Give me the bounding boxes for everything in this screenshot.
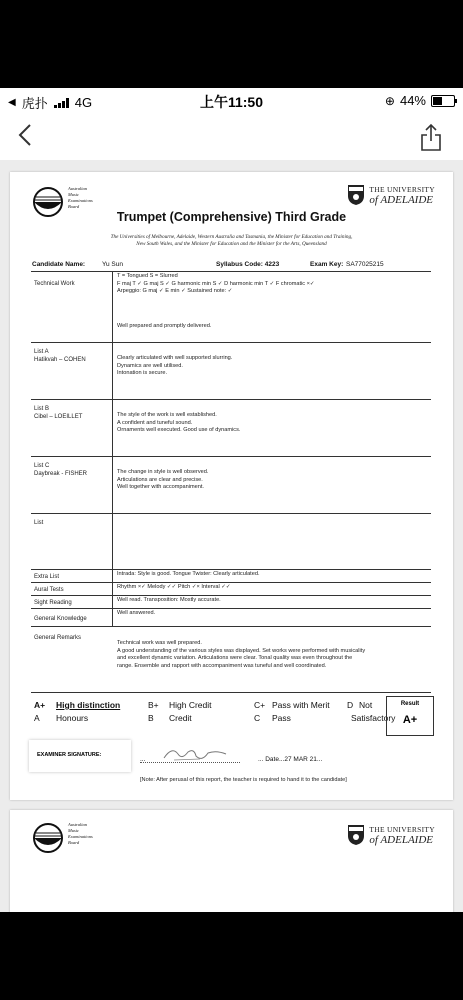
university-name-line2: of ADELAIDE	[369, 194, 433, 206]
grade-b-plus: High Credit	[169, 700, 212, 710]
document-viewer[interactable]	[0, 160, 463, 912]
grade-d: Not	[359, 700, 373, 710]
battery-icon	[431, 95, 455, 107]
table-rule	[31, 595, 431, 596]
syllabus-code: Syllabus Code: 4223	[216, 261, 280, 268]
technical-work-label: Technical Work	[34, 281, 75, 287]
candidate-name: Yu Sun	[102, 261, 123, 268]
back-to-app-icon[interactable]: ◀	[8, 97, 16, 108]
table-rule	[31, 513, 431, 514]
ameb-logo: Australian Music Examinations Board	[32, 822, 64, 854]
signature-scrawl-icon	[160, 744, 230, 766]
result-label: Result	[400, 701, 420, 707]
list-c-comment: The change in style is well observed. Articulations are clear and precise. Well together with accompaniment.	[117, 469, 209, 491]
general-knowledge-label: General Knowledge	[34, 616, 87, 622]
grade-a: Honours	[56, 713, 89, 723]
grade-c-plus: Pass with Merit	[272, 700, 330, 710]
extra-list-comment: Intrada: Style is good. Tongue Twister: Clearly articulated.	[117, 571, 260, 577]
candidate-name-label: Candidate Name:	[32, 261, 86, 268]
list-b-comment: The style of the work is well established. A confident and tuneful sound. Ornaments well executed. Good use of dynamics.	[117, 412, 241, 434]
network-label: 4G	[74, 95, 93, 110]
university-name-line1: THE UNIVERSITY	[369, 185, 435, 194]
result-box	[386, 696, 434, 736]
ameb-line: Australian	[68, 186, 88, 191]
table-rule	[31, 582, 431, 583]
general-remarks-comment: Technical work was well prepared. A good understanding of the various styles was displayed. Set works were performed with musicality and excellent dynamic variation. Articulations were clear. Tonal quality was even throughout the range. Ensemble and rapport with accompaniment was tuneful and well coordinated.	[117, 640, 366, 669]
sight-reading-comment: Well read. Transposition: Mostly accurate.	[117, 597, 221, 603]
table-rule	[31, 692, 431, 693]
share-icon	[419, 122, 443, 152]
ameb-emblem-icon	[32, 822, 64, 854]
examiner-signature-label: EXAMINER SIGNATURE:	[29, 740, 131, 772]
ameb-line: Board	[68, 204, 80, 209]
grade-c: Pass	[272, 713, 291, 723]
technical-work-comment: Well prepared and promptly delivered.	[117, 323, 212, 329]
result-value: A+	[402, 714, 418, 726]
table-rule	[31, 608, 431, 609]
university-logo: THE UNIVERSITY of ADELAIDE	[347, 824, 435, 846]
technical-work-notes: T = Tongued S = Slurred F maj T ✓ G maj S ✓ G harmonic min S ✓ D harmonic min T ✓ F chromatic ×✓ Arpeggio: G maj ✓ E min ✓ Sustained note: ✓	[117, 273, 315, 295]
table-rule	[31, 342, 431, 343]
grade-a-plus: High distinction	[56, 700, 121, 710]
list-a-comment: Clearly articulated with well supported slurring. Dynamics are well utilised. Intonation is secure.	[117, 355, 233, 377]
aural-tests-comment: Rhythm ×✓ Melody ✓✓ Pitch ✓× Interval ✓✓	[117, 584, 231, 590]
list-c-label: List C Daybreak - FISHER	[34, 463, 88, 477]
aural-tests-label: Aural Tests	[34, 587, 64, 593]
carrier-label: 虎扑	[21, 96, 48, 111]
exam-date: ... Date...27 MAR 21...	[258, 756, 323, 763]
university-crest-icon	[347, 184, 365, 206]
general-remarks-label: General Remarks	[34, 635, 82, 641]
table-rule	[31, 456, 431, 457]
bottom-letterbox	[0, 912, 463, 1000]
document-page: Australian Music Examinations Board THE UNIVERSITY of ADELAIDE Trumpet (Comprehensive) Third Grade The Universities of Melbourne, Adelaide, Western Australia and Tasmania, the Minister for Education and Training, New South Wales, and the Minister for Education and the Minister for the Arts, Queensland Candidate Name: Yu Sun Syllabus Code: 4223 Exam Key: SA77025215 Technical Work T = Tongued S = Slurred F maj T ✓ G maj S ✓ G harmonic min S ✓ D harmonic min T ✓ F chromatic ×✓ Arpeggio: G maj ✓ E min ✓ Sustained note: ✓ Well prepared and promptly delivered. List A Hatikvah – COHEN Clearly articulated with well supported slurring. Dynamics are well utilised. Intonation is secure. List B Cibel – LOEILLET The style of the work is well established. A confident and tuneful sound. Ornaments well executed. Good use of dynamics. List C Daybreak - FISHER The change in style is well observed. Articulations are clear and precise. Well together with accompaniment. List Extra List Intrada: Style is good. Tongue Twister: Clearly articulated. Aural Tests Rhythm ×✓ Melody ✓✓ Pitch ✓× Interval ✓✓ Sight Reading Well read. Transposition: Mostly accurate. General Knowledge Well answered. General Remarks Technical work was well prepared. A good understanding of the various styles was displayed. Set works were performed with musicality and excellent dynamic variation. Articulations were clear. Tonal quality was even throughout the range. Ensemble and rapport with accompaniment was tuneful and well coordinated. A+ High distinction B+ High Credit C+ Pass with Merit D Not A Honours B Credit C Pass Satisfactory Result A+ EXAMINER SIGNATURE: ... ... Date...27 MAR 21... [Note: After perusal of this report, the teacher is required to hand it to the candidate]	[10, 172, 453, 800]
ameb-line: Examinations	[68, 198, 93, 203]
top-letterbox	[0, 0, 463, 88]
report-subtitle: The Universities of Melbourne, Adelaide, Western Australia and Tasmania, the Minister for Education and Training, New South Wales, and the Minister for Education and the Minister for the Arts, Queensland	[110, 234, 353, 247]
grade-d-line2: Satisfactory	[351, 713, 396, 723]
chevron-left-icon	[18, 123, 32, 147]
back-button[interactable]	[18, 122, 32, 154]
university-logo	[347, 184, 435, 206]
grade-b: Credit	[169, 713, 192, 723]
ameb-line: Music	[68, 192, 79, 197]
nav-bar	[0, 114, 463, 160]
table-rule	[31, 626, 431, 627]
list-b-label: List B Cibel – LOEILLET	[34, 406, 83, 420]
share-button[interactable]	[419, 122, 443, 152]
clock: 上午11:50	[199, 94, 264, 110]
general-knowledge-comment: Well answered.	[117, 610, 156, 616]
battery-percent: 44%	[399, 93, 426, 108]
status-bar	[0, 88, 463, 114]
report-title: Trumpet (Comprehensive) Third Grade	[116, 210, 347, 224]
teacher-note: [Note: After perusal of this report, the teacher is required to hand it to the candidate]	[140, 777, 347, 783]
table-rule	[31, 271, 431, 272]
table-rule	[31, 399, 431, 400]
list-label: List	[34, 520, 44, 526]
table-rule	[31, 569, 431, 570]
rotation-lock-icon: ⊕	[384, 93, 395, 108]
list-a-label: List A Hatikvah – COHEN	[34, 349, 86, 363]
document-page-2	[10, 810, 453, 912]
university-crest-icon	[347, 824, 365, 846]
exam-key-label: Exam Key:	[310, 261, 344, 268]
signature-dots: ...	[140, 756, 146, 763]
sight-reading-label: Sight Reading	[34, 600, 72, 606]
table-divider	[112, 271, 113, 626]
exam-key: SA77025215	[346, 261, 384, 268]
extra-list-label: Extra List	[34, 574, 60, 580]
